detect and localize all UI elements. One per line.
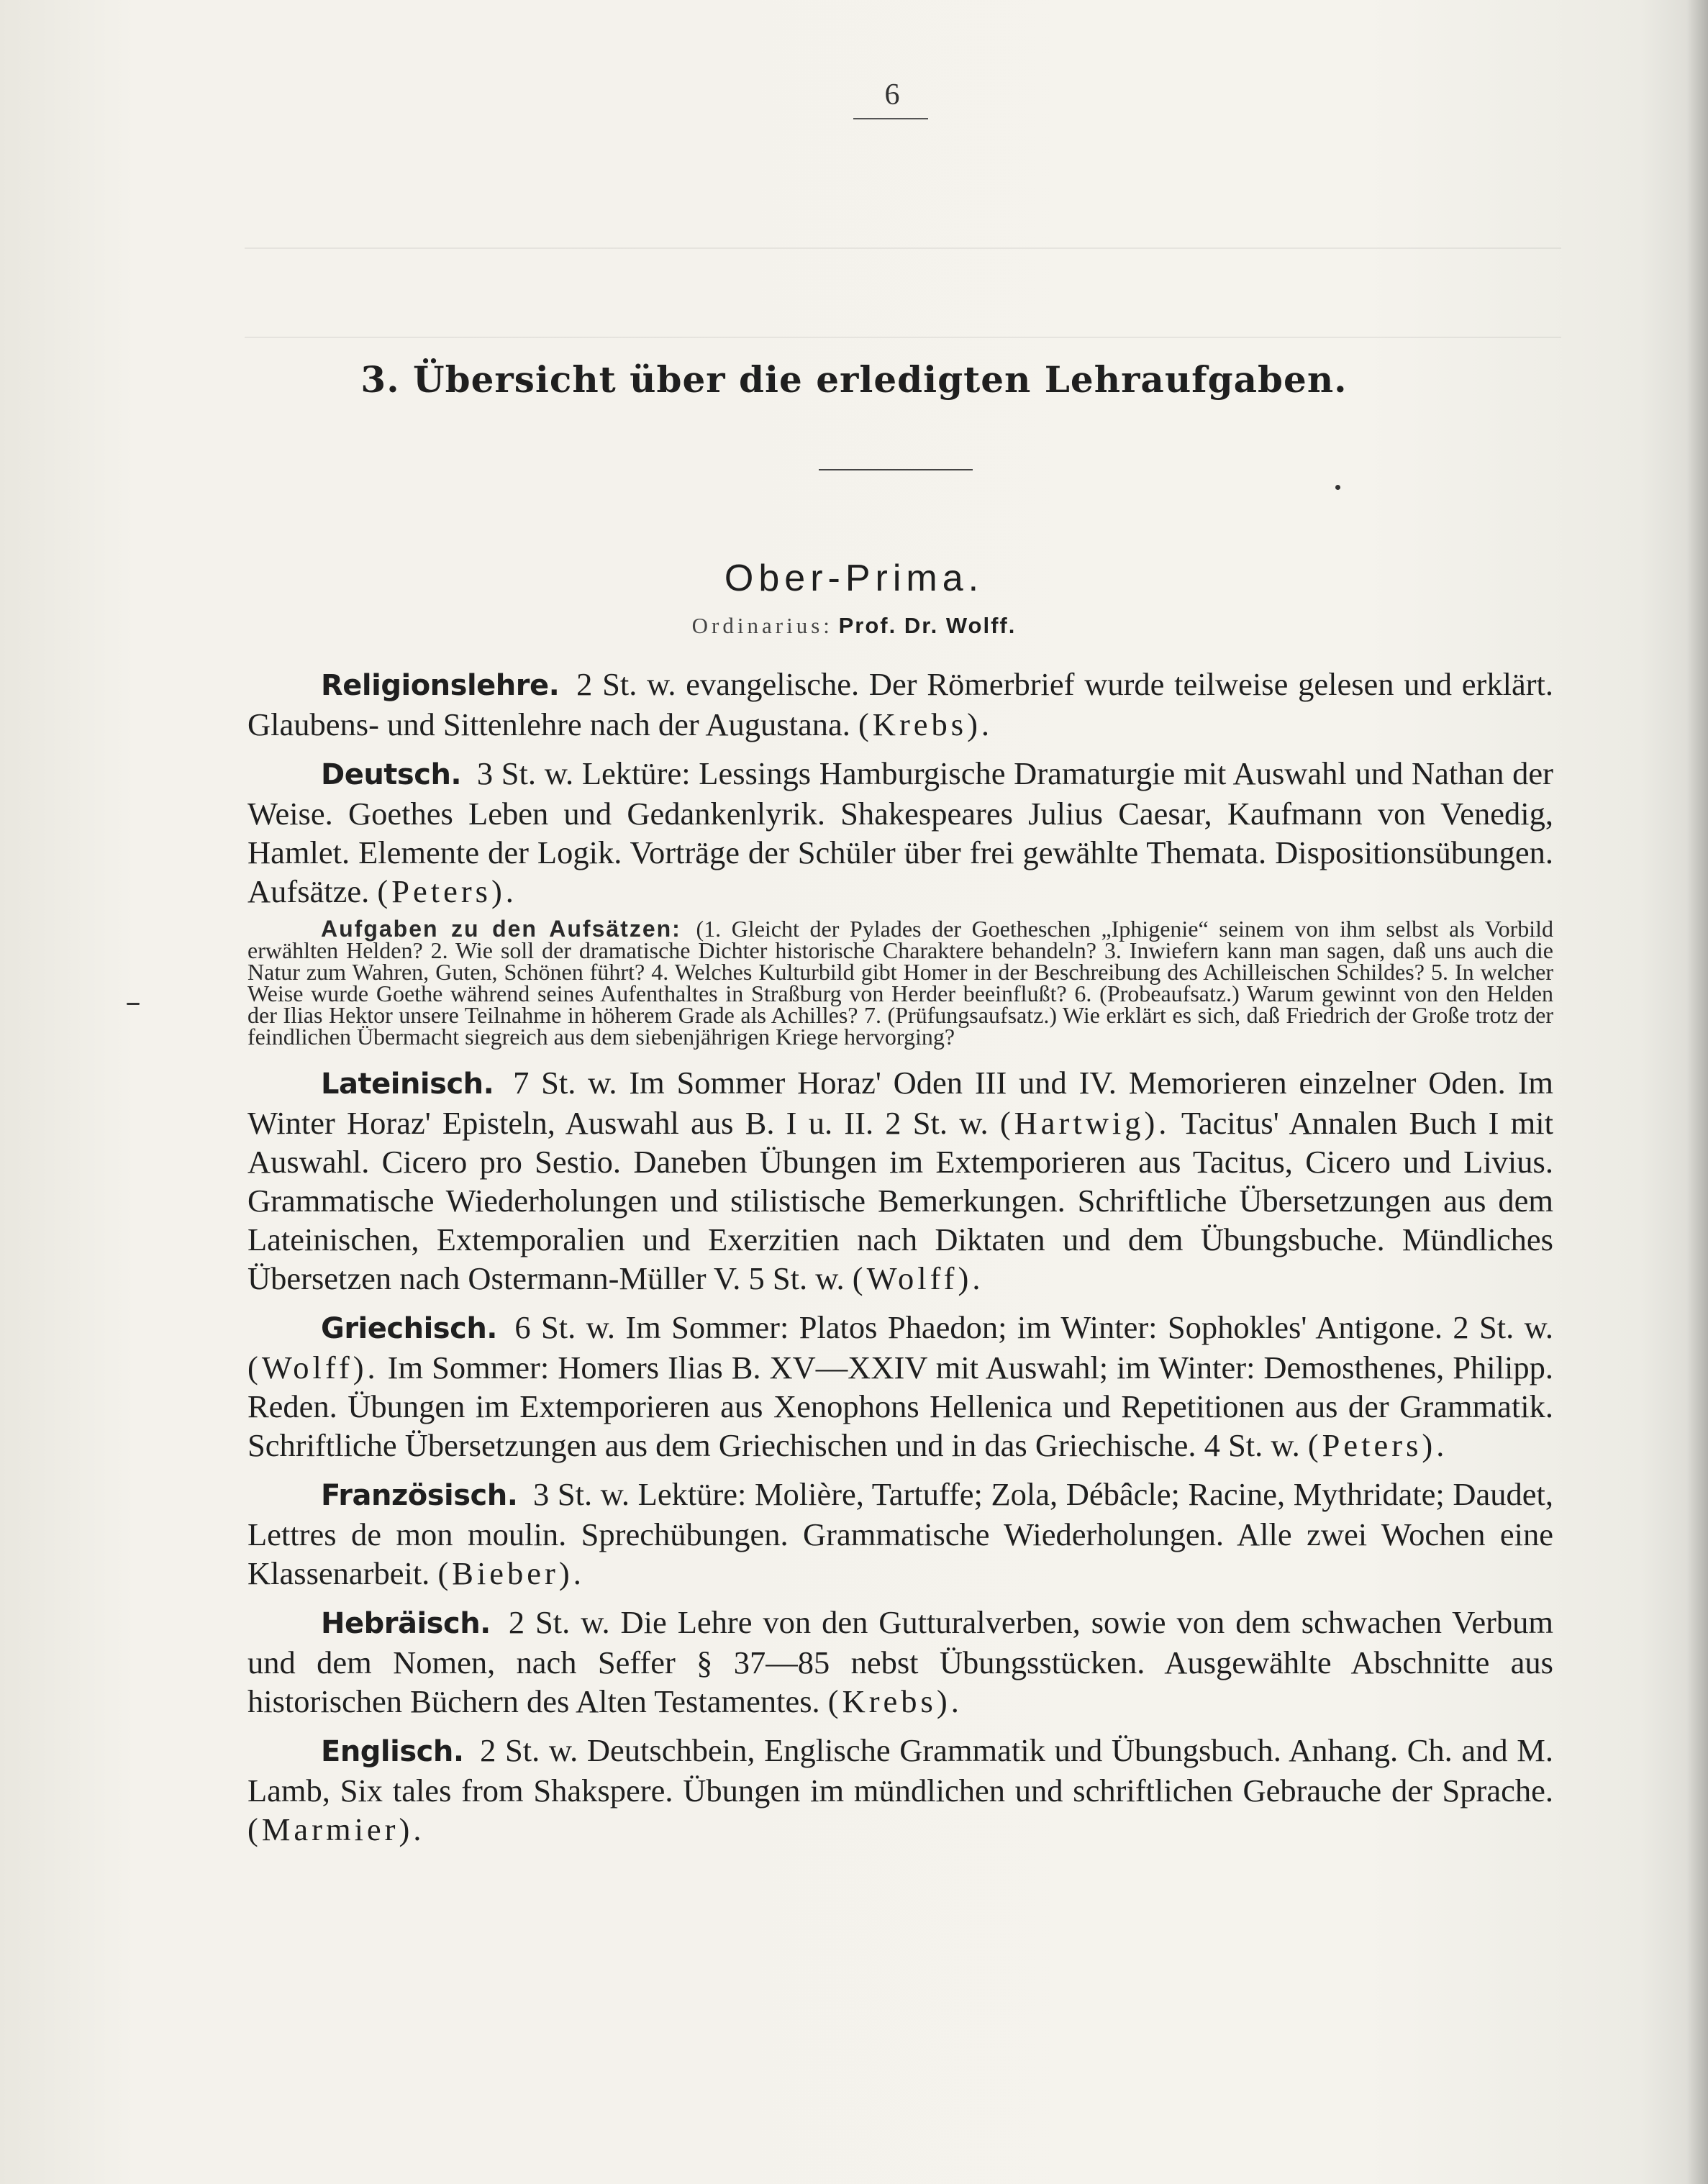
subject-text: 3 St. w. Lektüre: Molière, Tartuffe; Zola, Débâcle; Racine, Mythridate; Daudet, Lettres de mon moulin. Sprechübungen. Grammatische Wiederholungen. Alle zwei Wochen eine Klassenarbeit. <box>247 1476 1554 1591</box>
subject-text: Tacitus' Annalen Buch I mit Auswahl. Cicero pro Sestio. Daneben Übungen im Extemporieren aus Tacitus, Cicero und Livius. Grammatische Wiederholungen und stilistische Bemerkungen. Schriftliche Übersetzungen aus dem Lateinischen, Extemporalien und Exerzitien nach Diktaten und dem Übungsbuche. Mündliches Übersetzen nach Ostermann-Müller V. 5 St. w. <box>247 1105 1554 1296</box>
subject-hebraeisch <box>247 1603 1553 1721</box>
teacher-name: (Krebs). <box>858 706 994 742</box>
subject-latein <box>247 1063 1553 1298</box>
page-number-rule <box>853 118 928 119</box>
page-number: 6 <box>884 78 900 112</box>
subject-paragraph <box>247 1731 1553 1849</box>
essay-topics-text: (1. Gleicht der Pylades der Goetheschen „Iphigenie“ seinem von ihm selbst als Vorbild erwählten Helden? 2. Wie soll der dramatische Dichter historische Charaktere behandeln? 3. Inwiefern kann man sagen, daß uns auch die Natur zum Wahren, Guten, Schönen führt? 4. Welches Kulturbild gibt Homer in der Beschreibung des Achilleischen Schildes? 5. In welcher Weise wurde Goethe während seines Aufenthaltes in Straßburg von Herder beeinflußt? 6. (Probeaufsatz.) Warum gewinnt von den Helden der Ilias Hektor unsere Teilnahme in höherem Grade als Achilles? 7. (Prüfungsaufsatz.) Wie erklärt es sich, daß Friedrich der Große trotz der feindlichen Übermacht siegreich aus dem siebenjährigen Kriege hervorging? <box>247 916 1554 1050</box>
subject-franzoesisch <box>247 1475 1553 1593</box>
subject-deutsch <box>247 754 1554 1050</box>
subject-text: 2 St. w. Deutschbein, Englische Grammatik und Übungsbuch. Anhang. Ch. and M. Lamb, Six tales from Shakspere. Übungen im mündlichen und schriftlichen Gebrauche der Sprache. <box>247 1732 1553 1808</box>
ink-speck <box>127 1003 140 1005</box>
subject-griechisch <box>247 1308 1553 1465</box>
subject-name: Französisch. <box>321 1479 518 1512</box>
subject-text: 2 St. w. evangelische. Der Römerbrief wurde teilweise gelesen und erklärt. Glaubens- und Sittenlehre nach der Augustana. <box>247 666 1554 742</box>
subject-englisch <box>247 1731 1553 1849</box>
ordinarius-name: Prof. Dr. Wolff. <box>838 613 1017 638</box>
subject-paragraph <box>247 1063 1553 1298</box>
teacher-name: (Hartwig). <box>999 1105 1171 1141</box>
essay-topics-label: Aufgaben zu den Aufsätzen: <box>321 916 681 942</box>
subject-text: 2 St. w. Die Lehre von den Gutturalverben, sowie von dem schwachen Verbum und dem Nomen, nach Seffer § 37—85 nebst Übungsstücken. Ausgewählte Abschnitte aus historischen Büchern des Alten Testamentes. <box>247 1604 1553 1719</box>
essay-topics <box>247 916 1554 1050</box>
teacher-name: (Peters). <box>1307 1427 1448 1463</box>
teacher-name: (Bieber). <box>437 1555 585 1591</box>
title-rule <box>819 469 973 470</box>
subject-name: Hebräisch. <box>321 1607 491 1640</box>
ordinarius-line <box>0 613 1708 639</box>
teacher-name: (Wolff). <box>852 1260 984 1296</box>
subject-paragraph <box>247 1603 1553 1721</box>
subject-paragraph <box>247 1475 1553 1593</box>
show-through-rule <box>245 247 1561 249</box>
subject-text: 3 St. w. Lektüre: Lessings Hamburgische Dramaturgie mit Auswahl und Nathan der Weise. Goethes Leben und Gedankenlyrik. Shakespeares Julius Caesar, Kaufmann von Venedig, Hamlet. Elemente der Logik. Vorträge der Schüler über frei gewählte Themata. Dispositionsübungen. Aufsätze. <box>247 755 1553 909</box>
section-title: 3. Übersicht über die erledigten Lehraufgaben. <box>360 358 1348 401</box>
teacher-name: (Marmier). <box>247 1811 425 1847</box>
subject-text: 6 St. w. Im Sommer: Platos Phaedon; im Winter: Sophokles' Antigone. 2 St. w. <box>514 1309 1553 1345</box>
ink-speck <box>1335 485 1340 490</box>
subject-name: Lateinisch. <box>321 1068 494 1101</box>
lehraufgaben-content <box>247 665 1553 1859</box>
show-through-rule <box>245 337 1561 338</box>
page-edge-shadow <box>1686 0 1708 2184</box>
subject-paragraph <box>247 754 1553 911</box>
teacher-name: (Wolff). <box>247 1350 379 1386</box>
subject-name: Deutsch. <box>321 758 462 791</box>
teacher-name: (Krebs). <box>827 1683 963 1719</box>
subject-religion <box>247 665 1553 744</box>
subject-paragraph <box>247 665 1553 744</box>
subject-paragraph <box>247 1308 1553 1465</box>
subject-text: 7 St. w. Im Sommer Horaz' Oden III und IV. Memorieren einzelner Oden. Im Winter Horaz' Episteln, Auswahl aus B. I u. II. 2 St. w. <box>247 1065 1554 1141</box>
subject-name: Religionslehre. <box>321 669 560 702</box>
class-title: Ober-Prima. <box>724 558 984 599</box>
subject-name: Griechisch. <box>321 1312 497 1345</box>
subject-name: Englisch. <box>321 1735 464 1768</box>
ordinarius-label: Ordinarius: <box>691 613 833 638</box>
teacher-name: (Peters). <box>377 873 517 909</box>
subject-text: Im Sommer: Homers Ilias B. XV—XXIV mit Auswahl; im Winter: Demosthenes, Philipp. Reden. Übungen im Extemporieren aus Xenophons Hellenica und Repetitionen aus der Grammatik. Schriftliche Übersetzungen aus dem Griechischen und in das Griechische. 4 St. w. <box>247 1350 1554 1463</box>
